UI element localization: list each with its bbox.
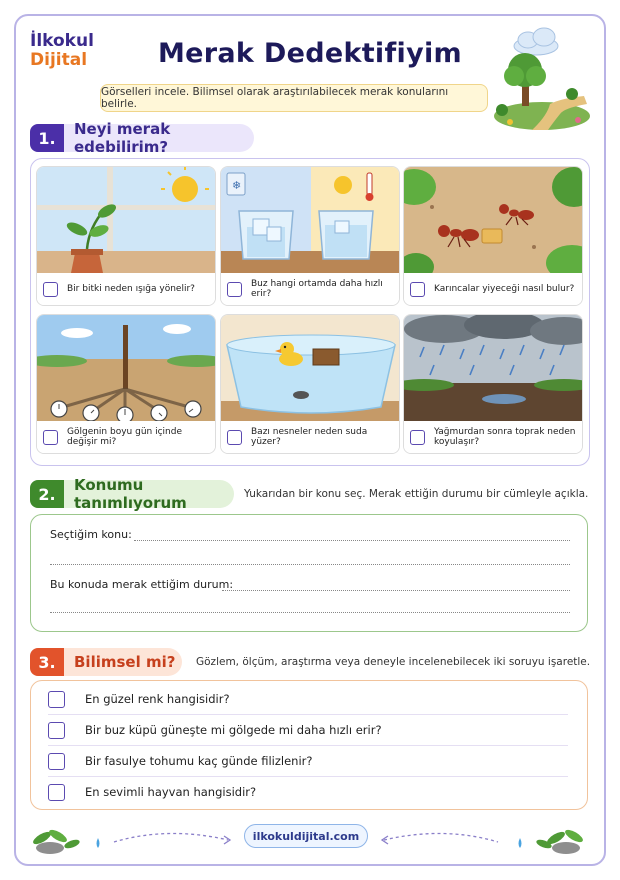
question-checkbox[interactable]	[48, 753, 65, 770]
situation-label: Bu konuda merak ettiğim durum:	[50, 578, 234, 591]
divider	[48, 776, 568, 777]
card-caption: Bir bitki neden ışığa yönelir?	[67, 284, 195, 294]
stick-shadow-clocks-image	[37, 315, 216, 425]
question-text: Bir buz küpü güneşte mi gölgede mi daha hızlı erir?	[85, 723, 382, 737]
ice-glasses-image	[221, 167, 400, 277]
situation-answer-line[interactable]	[222, 590, 570, 591]
plant-window-image	[37, 167, 216, 277]
section1-number: 1.	[30, 124, 64, 152]
footer-left-decoration	[28, 814, 238, 858]
card-checkbox[interactable]	[43, 282, 58, 297]
question-text: Bir fasulye tohumu kaç günde filizlenir?	[85, 754, 313, 768]
question-item[interactable]	[48, 749, 568, 773]
card-checkbox[interactable]	[410, 430, 425, 445]
card-checkbox[interactable]	[227, 282, 242, 297]
cloud-icon	[514, 28, 558, 55]
section3-number: 3.	[30, 648, 64, 676]
section3-description: Gözlem, ölçüm, araştırma veya deneyle incelenebilecek iki soruyu işaretle.	[196, 656, 591, 668]
question-text: En güzel renk hangisidir?	[85, 692, 230, 706]
section2-title: Konumu tanımlıyorum	[64, 480, 234, 508]
question-checkbox[interactable]	[48, 784, 65, 801]
instruction-banner: Görselleri incele. Bilimsel olarak araştırılabilecek merak konularını belirle.	[100, 84, 488, 112]
question-text: En sevimli hayvan hangisidir?	[85, 785, 257, 799]
floating-objects-bowl-image	[221, 315, 400, 425]
situation-answer-line-2[interactable]	[50, 612, 570, 613]
topic-answer-line[interactable]	[134, 540, 570, 541]
question-item[interactable]	[48, 687, 568, 711]
card-checkbox[interactable]	[410, 282, 425, 297]
card-plant[interactable]	[36, 166, 216, 306]
question-checkbox[interactable]	[48, 691, 65, 708]
question-item[interactable]	[48, 780, 568, 804]
topic-label: Seçtiğim konu:	[50, 528, 132, 541]
brand-line2: Dijital	[30, 50, 88, 70]
svg-text:❄: ❄	[232, 179, 242, 192]
card-shadow[interactable]	[36, 314, 216, 454]
section1-title: Neyi merak edebilirim?	[64, 124, 254, 152]
card-caption: Yağmurdan sonra toprak neden koyulaşır?	[434, 427, 576, 447]
card-rain[interactable]	[403, 314, 583, 454]
card-checkbox[interactable]	[43, 430, 58, 445]
topic-answer-line-2[interactable]	[50, 564, 570, 565]
divider	[48, 714, 568, 715]
card-floating[interactable]	[220, 314, 400, 454]
question-checkbox[interactable]	[48, 722, 65, 739]
water-drop-icon	[97, 838, 100, 848]
card-caption: Buz hangi ortamda daha hızlı erir?	[251, 279, 383, 299]
card-caption: Bazı nesneler neden suda yüzer?	[251, 427, 368, 447]
brand-line1: İlkokul	[30, 31, 94, 51]
divider	[48, 745, 568, 746]
question-item[interactable]	[48, 718, 568, 742]
section3-title: Bilimsel mi?	[64, 648, 182, 676]
water-drop-icon	[519, 838, 522, 848]
website-link[interactable]: ilkokuldijital.com	[244, 824, 368, 848]
ants-food-image	[404, 167, 583, 277]
card-ants[interactable]	[403, 166, 583, 306]
rain-soil-image	[404, 315, 583, 425]
brand-logo	[30, 32, 94, 70]
footer-right-decoration	[380, 814, 592, 858]
section2-description: Yukarıdan bir konu seç. Merak ettiğin durumu bir cümleyle açıkla.	[244, 488, 589, 500]
card-caption: Gölgenin boyu gün içinde değişir mi?	[67, 427, 182, 447]
page-title: Merak Dedektifiyim	[158, 38, 462, 69]
card-caption: Karıncalar yiyeceği nasıl bulur?	[434, 284, 575, 294]
card-checkbox[interactable]	[227, 430, 242, 445]
section2-number: 2.	[30, 480, 64, 508]
card-ice[interactable]	[220, 166, 400, 306]
tree-path-illustration	[492, 24, 592, 134]
